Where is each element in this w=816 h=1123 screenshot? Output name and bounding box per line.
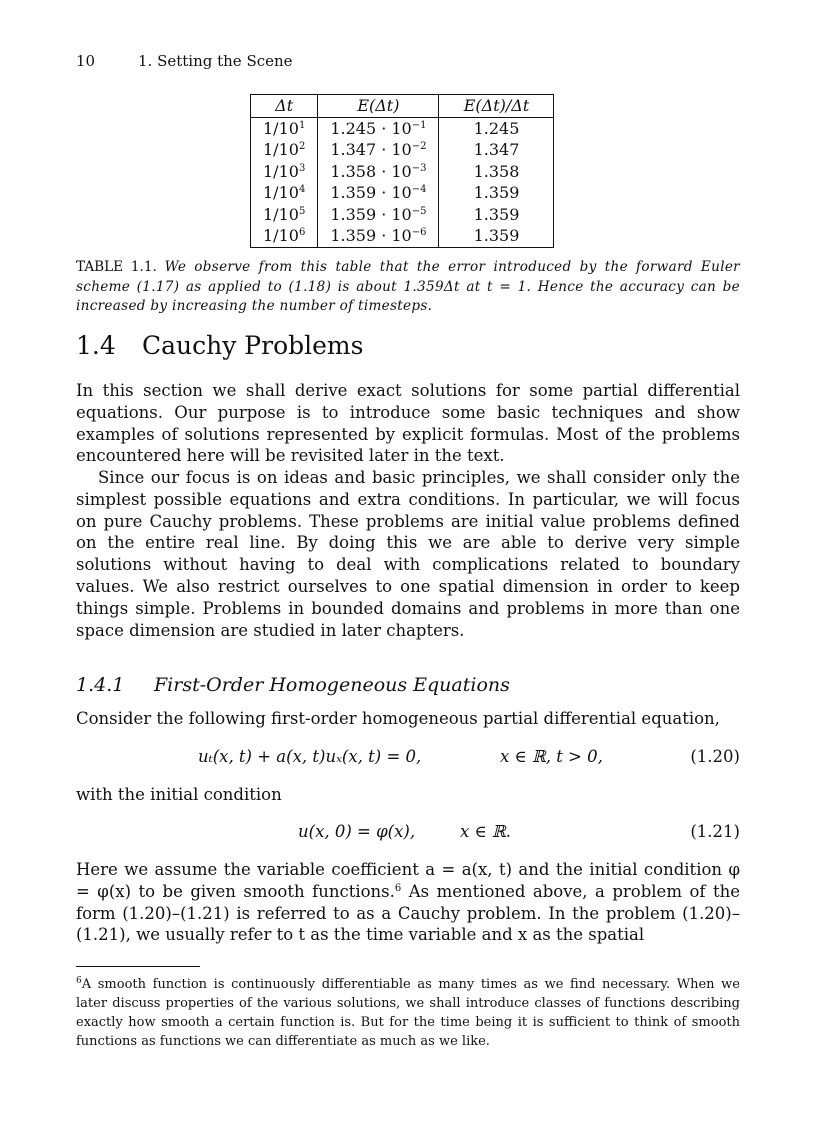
table-cell-dt: $1/10^6$ (251, 225, 318, 247)
table-cell-dt: $1/10^2$ (251, 139, 318, 161)
subsection-heading (76, 674, 510, 696)
equation-condition: x ∈ ℝ, t > 0, (500, 747, 603, 766)
section-number: 1.4 (76, 331, 116, 360)
footnote-reference[interactable]: 6 (394, 882, 402, 894)
table-caption (76, 258, 740, 317)
table-row (251, 182, 554, 204)
running-head (76, 52, 293, 70)
caption-label: TABLE 1.1. (76, 259, 157, 275)
table-cell-dt: $1/10^5$ (251, 204, 318, 226)
table-cell-error: $1.359 \cdot 10^{-5}$ (318, 204, 439, 226)
book-page (76, 0, 740, 1123)
footnote-mark: 6 (76, 976, 82, 986)
table-header-error: E(Δt) (318, 95, 439, 118)
table-cell-error: $1.347 \cdot 10^{-2}$ (318, 139, 439, 161)
caption-text: We observe from this table that the error introduced by the forward Euler scheme (1.17) as applied to (1.18) is about 1.359Δt at t = 1. Hence the accuracy can be increased by increasing the number of timesteps. (76, 259, 740, 314)
equation-expression: u(x, 0) = φ(x), (298, 822, 416, 841)
table-cell-ratio: 1.358 (439, 161, 554, 183)
footnote-rule (76, 966, 200, 967)
paragraph-consider: Consider the following first-order homogeneous partial differential equation, (76, 709, 720, 728)
paragraph-intro: In this section we shall derive exact solutions for some partial differential equations. Our purpose is to introduce some basic techniques and show examples of solutions represented by explicit formulas. Most of the problems encountered here will be revisited later in the text. (76, 381, 740, 466)
table-cell-ratio: 1.347 (439, 139, 554, 161)
error-table (250, 94, 554, 248)
table-cell-ratio: 1.359 (439, 225, 554, 247)
table-row (251, 225, 554, 247)
paragraph-focus: Since our focus is on ideas and basic principles, we shall consider only the simplest possible equations and extra conditions. In particular, we will focus on pure Cauchy problems. These problems are initial value problems defined on the entire real line. By doing this we are able to derive very simple solutions without having to deal with complications related to boundary values. We also restrict ourselves to one spatial dimension in order to keep things simple. Problems in bounded domains and problems in more than one space dimension are studied in later chapters. (76, 468, 740, 640)
table-row (251, 139, 554, 161)
section-title: Cauchy Problems (142, 331, 364, 360)
table-cell-error: $1.359 \cdot 10^{-4}$ (318, 182, 439, 204)
page-number: 10 (76, 52, 96, 70)
equation-condition: x ∈ ℝ. (460, 822, 511, 841)
table-header-ratio: E(Δt)/Δt (439, 95, 554, 118)
table-cell-ratio: 1.359 (439, 204, 554, 226)
equation-number: (1.20) (690, 747, 740, 766)
equation-expression: uₜ(x, t) + a(x, t)uₓ(x, t) = 0, (198, 747, 422, 766)
table-cell-dt: $1/10^3$ (251, 161, 318, 183)
table-cell-error: $1.359 \cdot 10^{-6}$ (318, 225, 439, 247)
footnote-text: A smooth function is continuously differentiable as many times as we find necessary. When we later discuss properties of the various solutions, we shall introduce classes of functions describing exactly how smooth a certain function is. But for the time being it is sufficient to think of smooth functions as functions we can differentiate as much as we like. (76, 977, 740, 1049)
paragraph-assumptions: Here we assume the variable coefficient a = a(x, t) and the initial condition φ = φ(x) to be given smooth functions.$^6$ As mentioned above, a problem of the form (1.20)–(1.21) is referred to as a Cauchy problem. In the problem (1.20)–(1.21), we usually refer to t as the time variable and x as the spatial (76, 860, 740, 945)
table-cell-dt: $1/10^4$ (251, 182, 318, 204)
table-cell-ratio: 1.245 (439, 117, 554, 139)
table-row (251, 117, 554, 139)
table-header-dt: Δt (251, 95, 318, 118)
table-row (251, 161, 554, 183)
paragraph-initial-condition: with the initial condition (76, 785, 282, 804)
table-cell-error: $1.245 \cdot 10^{-1}$ (318, 117, 439, 139)
subsection-number: 1.4.1 (76, 674, 125, 696)
table-cell-ratio: 1.359 (439, 182, 554, 204)
equation-number: (1.21) (690, 822, 740, 841)
table-row (251, 204, 554, 226)
subsection-title: First-Order Homogeneous Equations (154, 674, 510, 696)
footnote (76, 975, 740, 1051)
table-cell-error: $1.358 \cdot 10^{-3}$ (318, 161, 439, 183)
section-heading (76, 331, 363, 360)
chapter-title: 1. Setting the Scene (138, 52, 293, 70)
table-cell-dt: $1/10^1$ (251, 117, 318, 139)
